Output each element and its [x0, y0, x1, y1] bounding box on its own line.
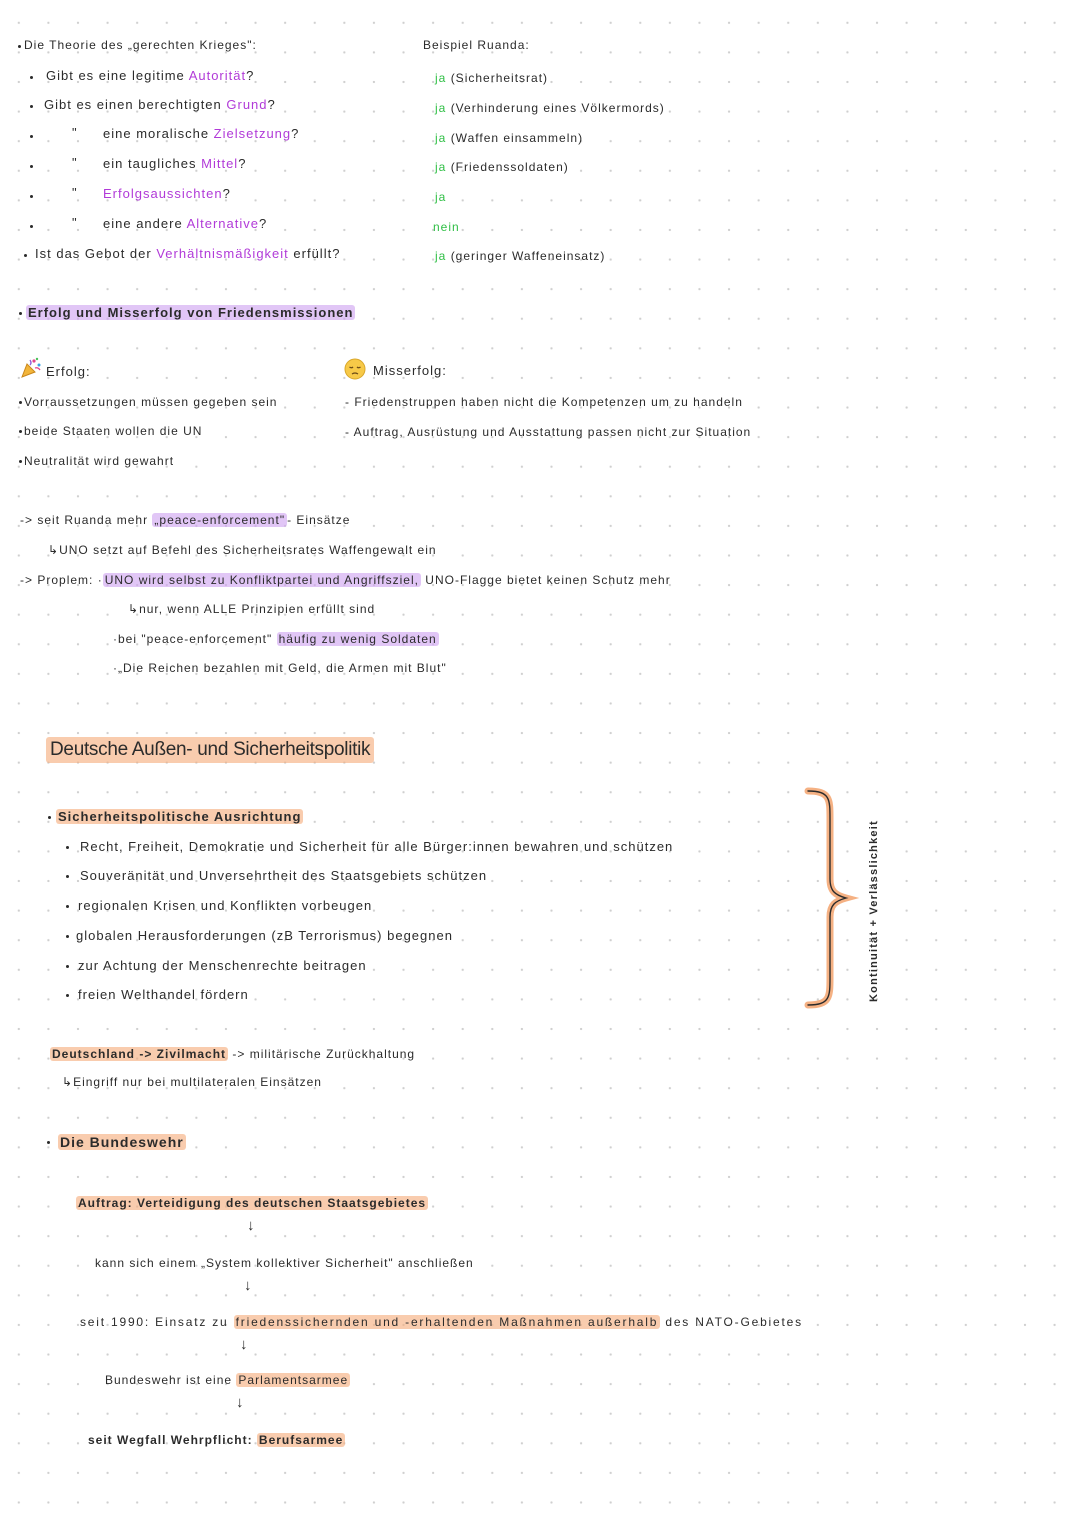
question-mark: ? [267, 97, 276, 112]
flow-text: seit Wegfall Wehrpflicht: [88, 1433, 257, 1447]
ruanda-title: Beispiel Ruanda: [423, 38, 530, 52]
flow-highlight: Parlamentsarmee [238, 1373, 349, 1387]
answer-value: ja [435, 249, 447, 263]
bullet [19, 460, 22, 463]
note-problem [20, 571, 671, 589]
question-mark: ? [238, 156, 247, 171]
question-text: ein taugliches [103, 156, 202, 171]
bullet [30, 195, 33, 198]
question-success-chance [103, 185, 231, 203]
bullet [66, 994, 69, 997]
civil-power-highlight: Deutschland -> Zivilmacht [52, 1047, 227, 1061]
note-text: UNO setzt auf Befehl des Sicherheitsrates Waffengewalt ein [59, 543, 437, 557]
flow-mission-text: Auftrag: Verteidigung des deutschen Staatsgebietes [78, 1196, 427, 1210]
question-mark: erfüllt? [288, 246, 341, 261]
ditto-mark: " [72, 125, 78, 140]
curly-brace [800, 787, 860, 1009]
note-quote: ·„Die Reichen bezahlen mit Geld, die Armen mit Blut" [113, 661, 447, 675]
bullet [66, 875, 69, 878]
answer-value: ja [435, 190, 447, 204]
civil-power-sub [62, 1073, 322, 1091]
policy-item: regionalen Krisen und Konflikten vorbeugen [78, 898, 373, 913]
success-item: Neutralität wird gewahrt [24, 454, 175, 468]
down-arrow-icon: ↓ [244, 1277, 252, 1294]
ditto-mark: " [72, 155, 78, 170]
question-keyword: Alternative [186, 216, 259, 231]
ruanda-answer [435, 188, 446, 206]
down-arrow-icon: ↓ [240, 1336, 248, 1353]
failure-label: Misserfolg: [373, 363, 447, 378]
note-soldiers [113, 630, 439, 648]
civil-power-line [50, 1045, 415, 1063]
policy-item: zur Achtung der Menschenrechte beitragen [78, 958, 367, 973]
answer-value: nein [433, 220, 460, 234]
sub-arrow-icon: ↳ [62, 1075, 74, 1089]
bullet [66, 846, 69, 849]
answer-value: ja [435, 101, 447, 115]
brace-label: Kontinuität + Verlässlichkeit [868, 820, 880, 1002]
question-authority [46, 67, 254, 85]
bundeswehr-title [58, 1133, 186, 1151]
note-peace-enforcement [20, 511, 350, 529]
civil-power-sub-text: Eingriff nur bei multilateralen Einsätzen [73, 1075, 322, 1089]
question-text: eine andere [103, 216, 187, 231]
question-proportionality [35, 245, 340, 263]
failure-item: - Friedenstruppen haben nicht die Kompetenzen um zu handeln [345, 395, 743, 409]
note-text: - Einsätze [287, 513, 351, 527]
ditto-mark: " [72, 185, 78, 200]
note-text: UNO-Flagge bietet keinen Schutz mehr [420, 573, 671, 587]
policy-item: Recht, Freiheit, Demokratie und Sicherheit für alle Bürger:innen bewahren und schützen [80, 839, 674, 854]
answer-note: (Friedenssoldaten) [450, 160, 569, 174]
policy-title [56, 808, 303, 826]
policy-item: freien Welthandel fördern [78, 987, 249, 1002]
ruanda-answer [435, 129, 583, 147]
bullet [30, 165, 33, 168]
question-alternative [103, 215, 267, 233]
bullet [19, 430, 22, 433]
question-mark: ? [246, 68, 255, 83]
bullet [48, 816, 51, 819]
bullet [66, 965, 69, 968]
flow-collective-security: kann sich einem „System kollektiver Sicherheit" anschließen [95, 1256, 474, 1270]
bullet [18, 45, 21, 48]
success-item: Vorraussetzungen müssen gegeben sein [24, 395, 278, 409]
question-text: Ist das Gebot der [35, 246, 157, 261]
question-mark: ? [222, 186, 231, 201]
ruanda-answer [435, 247, 605, 265]
question-keyword: Mittel [201, 156, 239, 171]
failure-item: - Auftrag, Ausrüstung und Ausstattung passen nicht zur Situation [345, 425, 752, 439]
missions-title [26, 304, 355, 322]
bundeswehr-title-text: Die Bundeswehr [60, 1134, 184, 1150]
question-keyword: Verhältnismäßigkeit [156, 246, 289, 261]
note-highlight: UNO wird selbst zu Konfliktpartei und Angriffsziel, [104, 573, 419, 587]
question-mark: ? [291, 126, 300, 141]
missions-title-text: Erfolg und Misserfolg von Friedensmissionen [28, 305, 354, 320]
policy-item: globalen Herausforderungen (zB Terrorismus) begegnen [76, 928, 453, 943]
bullet [47, 1141, 50, 1144]
flow-highlight: friedenssichernden und -erhaltenden Maßnahmen außerhalb [235, 1315, 659, 1329]
ruanda-answer [435, 69, 548, 87]
down-arrow-icon: ↓ [236, 1394, 244, 1411]
question-keyword: Grund [226, 97, 268, 112]
question-means [103, 155, 246, 173]
arrow-right-icon: -> [20, 573, 34, 587]
success-item: beide Staaten wollen die UN [24, 424, 203, 438]
answer-note: (Sicherheitsrat) [450, 71, 549, 85]
policy-item: Souveränität und Unversehrtheit des Staatsgebiets schützen [80, 868, 488, 883]
note-text: ·bei "peace-enforcement" [113, 632, 277, 646]
bullet [66, 905, 69, 908]
question-text: Gibt es eine legitime [46, 68, 189, 83]
note-uno-force [48, 541, 437, 559]
question-reason [44, 96, 276, 114]
theory-title: Die Theorie des „gerechten Krieges": [24, 38, 257, 52]
question-keyword: Zielsetzung [213, 126, 292, 141]
flow-mission [76, 1194, 428, 1212]
bullet [30, 225, 33, 228]
answer-value: ja [435, 131, 447, 145]
note-principles [128, 600, 375, 618]
bullet [30, 135, 33, 138]
note-text: Proplem: · [37, 573, 103, 587]
sub-arrow-icon: ↳ [48, 543, 60, 557]
party-popper-icon [20, 357, 42, 379]
question-keyword: Erfolgsaussichten [103, 186, 223, 201]
flow-text: Bundeswehr ist eine [105, 1373, 237, 1387]
flow-parliament-army [105, 1371, 350, 1389]
ruanda-answer [435, 158, 569, 176]
down-arrow-icon: ↓ [247, 1217, 255, 1234]
question-text: Gibt es einen berechtigten [44, 97, 227, 112]
flow-professional-army [88, 1431, 345, 1449]
note-highlight: „peace-enforcement" [154, 513, 286, 527]
bullet [30, 105, 33, 108]
question-mark: ? [259, 216, 268, 231]
bullet [66, 935, 69, 938]
arrow-right-icon: -> [20, 513, 34, 527]
answer-note: (geringer Waffeneinsatz) [450, 249, 606, 263]
civil-power-text: -> militärische Zurückhaltung [228, 1047, 416, 1061]
bullet [24, 254, 27, 257]
question-text: eine moralische [103, 126, 214, 141]
answer-value: ja [435, 71, 447, 85]
question-goal [103, 125, 299, 143]
success-label: Erfolg: [46, 364, 91, 379]
note-text: seit Ruanda mehr [37, 513, 153, 527]
flow-text: des NATO-Gebietes [660, 1315, 803, 1329]
sad-face-icon [344, 358, 366, 380]
answer-note: (Verhinderung eines Völkermords) [450, 101, 665, 115]
policy-title-text: Sicherheitspolitische Ausrichtung [58, 809, 302, 824]
question-keyword: Autorität [188, 68, 247, 83]
ditto-mark: " [72, 215, 78, 230]
bullet [30, 76, 33, 79]
bullet [19, 312, 22, 315]
bullet [19, 401, 22, 404]
sub-arrow-icon: ↳ [128, 602, 140, 616]
answer-value: ja [435, 160, 447, 174]
answer-note: (Waffen einsammeln) [450, 131, 584, 145]
ruanda-answer [435, 99, 665, 117]
flow-highlight: Berufsarmee [258, 1433, 344, 1447]
flow-since-1990 [80, 1313, 803, 1331]
note-text: nur, wenn ALLE Prinzipien erfüllt sind [139, 602, 376, 616]
section-heading: Deutsche Außen- und Sicherheitspolitik [46, 737, 374, 763]
note-highlight: häufig zu wenig Soldaten [278, 632, 437, 646]
flow-text: seit 1990: Einsatz zu [80, 1315, 234, 1329]
ruanda-answer [433, 218, 460, 236]
